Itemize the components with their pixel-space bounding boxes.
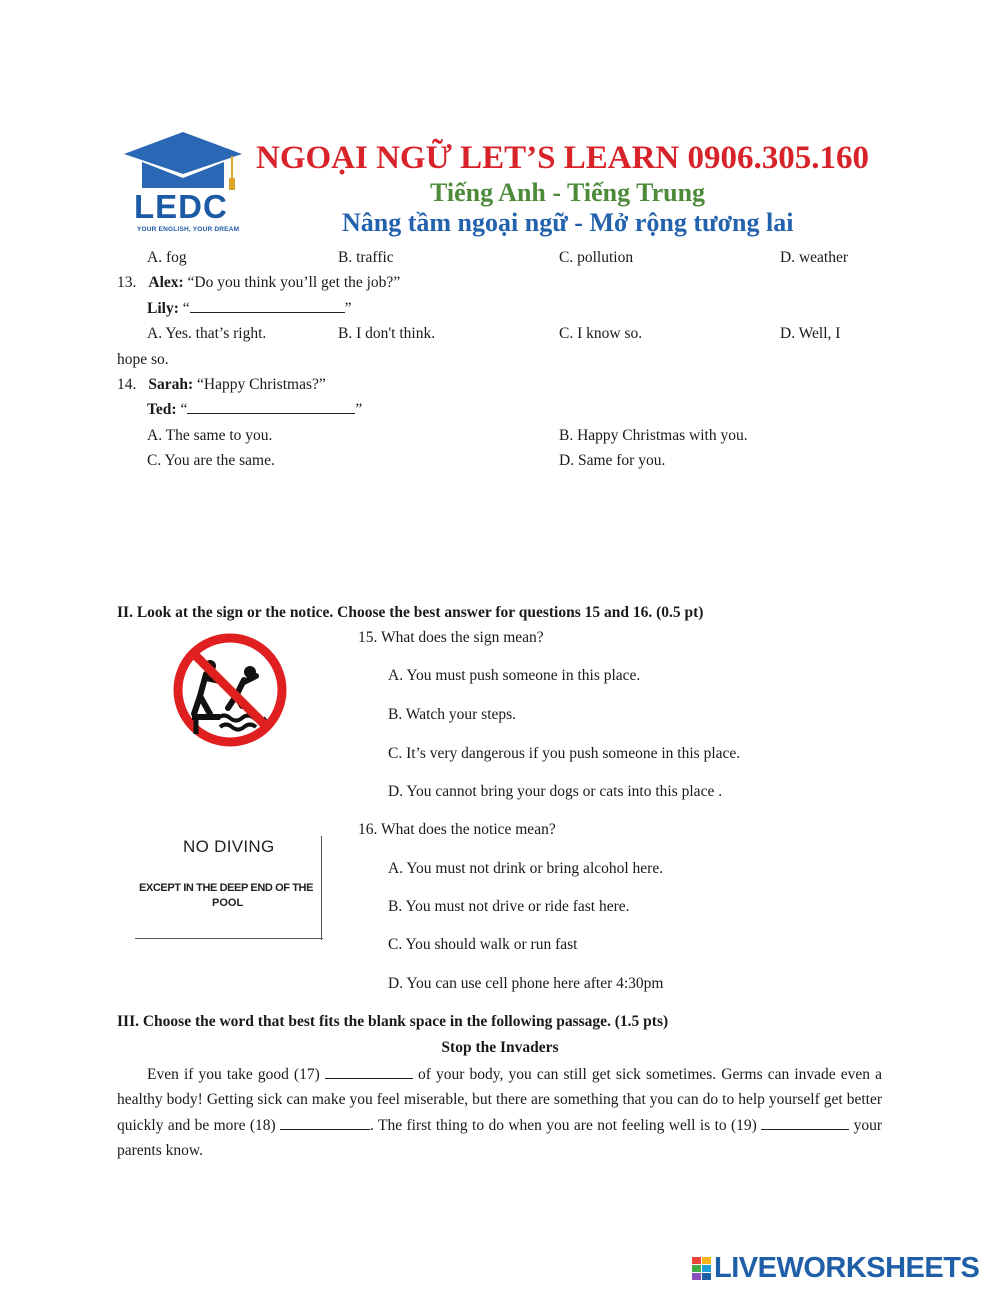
blank-19[interactable] — [761, 1117, 849, 1130]
q14-speaker-ted: Ted: — [147, 401, 177, 418]
header-subtitle-languages: Tiếng Anh - Tiếng Trung — [430, 178, 706, 207]
q14-line: “Happy Christmas?” — [193, 376, 326, 393]
q14-option-b: B. Happy Christmas with you. — [559, 427, 748, 444]
q13-close-quote: ” — [344, 300, 352, 317]
notice-line-2: POOL — [212, 897, 244, 909]
q16-option-c: C. You should walk or run fast — [388, 936, 578, 953]
q12-option-b: B. traffic — [338, 249, 394, 266]
q12-option-c: C. pollution — [559, 249, 634, 266]
q14-speaker-sarah: Sarah: — [148, 376, 194, 393]
q14-option-a: A. The same to you. — [147, 427, 273, 444]
notice-border-bottom — [135, 938, 323, 939]
ledc-logo — [120, 128, 246, 240]
q14-answer-line — [147, 401, 362, 419]
q15-option-c: C. It’s very dangerous if you push someone in this place. — [388, 745, 741, 762]
q15-question: 15. What does the sign mean? — [358, 629, 544, 646]
q16-option-b: B. You must not drive or ride fast here. — [388, 898, 630, 915]
passage-part-3: . The first thing to do when you are not feeling well is to (19) — [370, 1116, 757, 1134]
q14-number: 14. — [117, 376, 137, 393]
logo-brand-text: LEDC — [134, 188, 228, 225]
q16-option-a: A. You must not drink or bring alcohol here. — [388, 860, 664, 877]
header-subtitle-slogan: Nâng tầm ngoại ngữ - Mở rộng tương lai — [342, 208, 794, 237]
q13-answer-line — [147, 300, 352, 318]
q13-speaker-alex: Alex: — [148, 274, 184, 291]
q12-option-d: D. weather — [780, 249, 848, 266]
q13-option-d: D. Well, I — [780, 325, 841, 342]
header-title: NGOẠI NGỮ LET’S LEARN 0906.305.160 — [256, 140, 869, 176]
q13-answer-blank[interactable] — [190, 300, 345, 313]
notice-border-right — [321, 836, 322, 940]
q13-option-a: A. Yes. that’s right. — [147, 325, 267, 342]
notice-line-1: EXCEPT IN THE DEEP END OF THE — [139, 882, 314, 894]
q12-option-a: A. fog — [147, 249, 187, 266]
passage-part-4: your parents know. — [117, 1116, 882, 1159]
logo-tagline: YOUR ENGLISH, YOUR DREAM — [137, 226, 240, 233]
q16-question: 16. What does the notice mean? — [358, 821, 556, 838]
q13-open-quote: “ — [178, 300, 190, 317]
q14-option-d: D. Same for you. — [559, 452, 666, 469]
liveworksheets-blocks-icon — [692, 1257, 712, 1281]
q13-speaker-lily: Lily: — [147, 300, 179, 317]
q13-option-c: C. I know so. — [559, 325, 643, 342]
blank-18[interactable] — [280, 1117, 370, 1130]
section-2-heading: II. Look at the sign or the notice. Choose the best answer for questions 15 and 16. (0.5 pt) — [117, 604, 704, 621]
passage-paragraph — [117, 1062, 882, 1163]
q15-option-a: A. You must push someone in this place. — [388, 667, 641, 684]
no-diving-notice — [132, 828, 326, 944]
q14-question — [117, 376, 326, 394]
q14-answer-blank[interactable] — [187, 401, 355, 414]
blank-17[interactable] — [325, 1066, 413, 1079]
notice-title: NO DIVING — [183, 837, 275, 856]
passage-body — [117, 1062, 882, 1163]
q15-option-d: D. You cannot bring your dogs or cats into this place . — [388, 783, 723, 800]
passage-title: Stop the Invaders — [441, 1039, 559, 1056]
q13-option-b: B. I don't think. — [338, 325, 436, 342]
q14-open-quote: “ — [176, 401, 188, 418]
q16-option-d: D. You can use cell phone here after 4:30pm — [388, 975, 664, 992]
q14-close-quote: ” — [355, 401, 363, 418]
q13-question — [117, 274, 400, 292]
section-3-heading: III. Choose the word that best fits the blank space in the following passage. (1.5 pts) — [117, 1013, 669, 1030]
q14-option-c: C. You are the same. — [147, 452, 275, 469]
q13-option-d-continued: hope so. — [117, 351, 169, 368]
passage-part-2: of your body, you can still get sick sometimes. Germs can invade even a healthy body! Getting sick can make you feel miserable, but there are something that you can do to help yourself get better quickly and be more (18) — [117, 1066, 883, 1134]
q13-line: “Do you think you’ll get the job?” — [183, 274, 401, 291]
liveworksheets-brand: LIVEWORKSHEETS — [714, 1252, 980, 1284]
q15-option-b: B. Watch your steps. — [388, 706, 517, 723]
q13-number: 13. — [117, 274, 137, 291]
liveworksheets-logo[interactable] — [692, 1252, 990, 1286]
passage-part-1: Even if you take good (17) — [147, 1066, 320, 1083]
no-pushing-sign-icon — [170, 630, 290, 750]
